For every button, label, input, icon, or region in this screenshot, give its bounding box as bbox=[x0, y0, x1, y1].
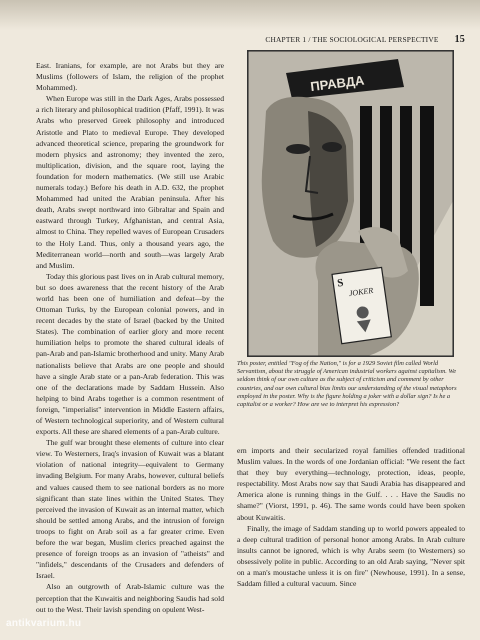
card-dollar-sign: S bbox=[336, 276, 345, 290]
paragraph: Finally, the image of Saddam standing up to world powers appealed to a deep cultural tradition of personal honor among Arabs. In Arab culture insults cannot be ignored, which is why Arabs seem (to Westerners) so obsessively polite in public. According to an old Arab saying, "Never spit on a man's moustache unless it is on fire" (Newhouse, 1991). In a sense, Saddam filled a cultural vacuum. Since bbox=[237, 523, 465, 589]
paragraph: When Europe was still in the Dark Ages, Arabs possessed a rich literary and philosophical tradition (Pfaff, 1991). It was Arabs who preserved Greek philosophy and introduced Aristotle and Plato to medieval Europe. They developed advanced theoretical science, preparing the groundwork for modern physics and astronomy; they invented the zero, multiplication, division, and the square root, laying the foundation for modern mathematics. (We still use Arabic numerals today.) Before his death in A.D. 632, the prophet Mohammed had united the Arabian peninsula. After his death, Arabs swept northward into Gibraltar and Spain and eastward through Turkey, Afghanistan, and central Asia, almost to China. They repelled waves of European Crusaders to the Holy Land. Thus, only a thousand years ago, the Mediterranean world—north and south—was largely Arab and Muslim. bbox=[36, 94, 224, 270]
paragraph: Today this glorious past lives on in Arab cultural memory, but so does awareness that the recent history of the Arab world has been one of humiliation and defeat—by the Ottoman Turks, by the European colonial powers, and in recent decades by the state of Israel (backed by the United States). The combination of earlier glory and more recent humiliation helps to promote the shared cultural ideals of pan-Arab and pan-Islamic brotherhood and unity. Many Arab nationalists believe that Arabs are one people and should have a single Arab state or a pan-Arab federation. This was one of the declarations made by Saddam Hussein. Also helping to bind Arabs together is a common resentment of foreign, "imperialist" intervention in Middle Eastern affairs, of Western technological superiority, and of Western cultural exports. All these are shared elements of a pan-Arab culture. bbox=[36, 271, 224, 437]
chapter-title: CHAPTER 1 / THE SOCIOLOGICAL PERSPECTIVE bbox=[265, 35, 439, 44]
poster-caption: This poster, entitled "Fog of the Nation," is for a 1929 Soviet film called World Servantism, about the struggle of American industrial workers against capitalism. We seldom think of our own culture as the subject of criticism and comment by other countries, and our own cultural bias limits our understanding of the visual metaphors employed in the poster. Why is the figure holding a joker with a dollar sign? Is he a capitalist or a worker? How are we to interpret his expression? bbox=[237, 360, 457, 409]
soviet-poster-image bbox=[247, 50, 454, 357]
paragraph: ern imports and their secularized royal families offended traditional Muslim values. In the words of one Jordanian official: "We resent the fact that they buy everything—technology, protection, ideas, people, respectability. Most Arabs now say that Saudi Arabia has disappeared and America alone is running things in the Gulf. . . . Have the Saudis no shame?" (Viorst, 1991, p. 46). The same words could have been spoken about Kuwaitis. bbox=[237, 446, 465, 522]
running-header bbox=[240, 34, 465, 45]
poster-banner-title: ПРАВДА bbox=[309, 72, 366, 95]
paragraph: Also an outgrowth of Arab-Islamic culture was the perception that the Kuwaitis and neighboring Saudis had sold out to the West. Their lavish spending on opulent West- bbox=[36, 582, 224, 614]
page-shadow bbox=[0, 0, 480, 30]
page-number: 15 bbox=[454, 34, 465, 45]
right-text-column bbox=[237, 445, 465, 635]
left-text-column bbox=[36, 60, 224, 630]
paragraph: The gulf war brought these elements of culture into clear view. To Westerners, Iraq's invasion of Kuwait was a blatant violation of national integrity—equivalent to Germany invading Belgium. For many Arabs, however, cultural beliefs and values caused them to see national borders as no more significant than state lines within the United States. They perceived the invasion of Kuwait as an internal matter, which should be settled among Arabs, and the intrusion of foreign troops to fight on Arab soil as a far greater crime. Even before the war began, Muslim clerics preached against the presence of foreign troops as an invasion of "atheists" and "infidels," descendants of the Crusaders and defenders of Israel. bbox=[36, 438, 224, 581]
poster-illustration bbox=[248, 51, 453, 356]
site-watermark: antikvarium.hu bbox=[6, 618, 82, 629]
paragraph: East. Iranians, for example, are not Arabs but they are Muslims (followers of Islam, the religion of the prophet Mohammed). bbox=[36, 61, 224, 93]
card-joker-label: JOKER bbox=[348, 285, 374, 299]
